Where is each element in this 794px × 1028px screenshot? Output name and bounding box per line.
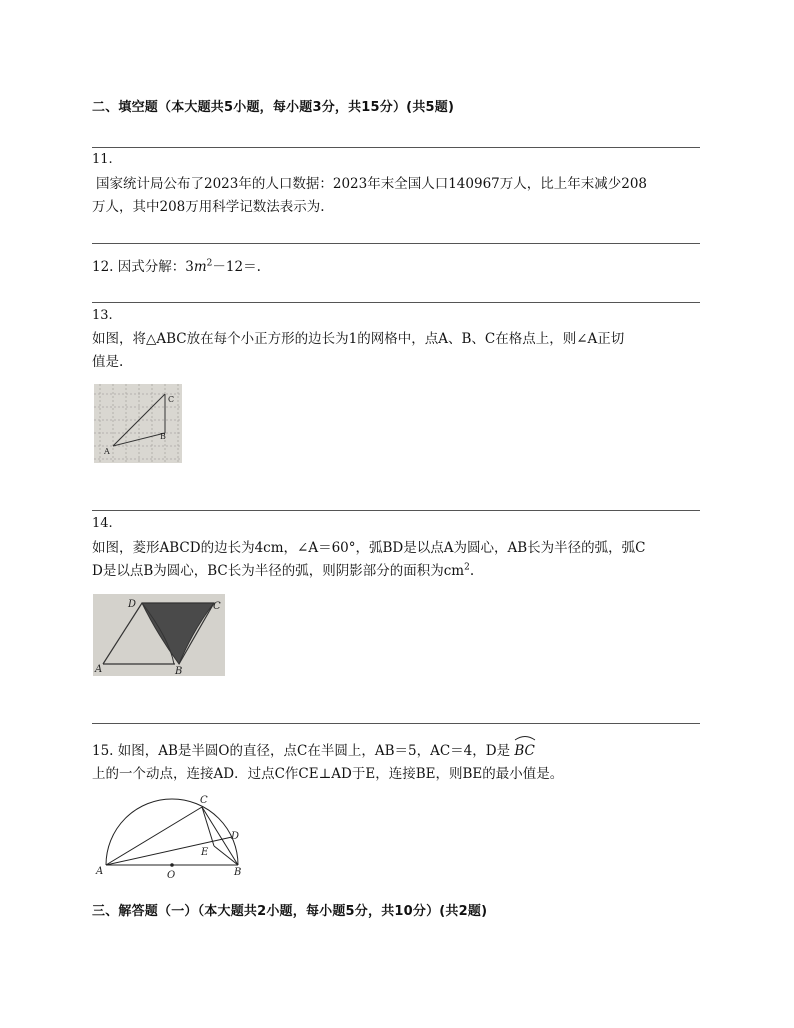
question-text: 如图，将△ABC放在每个小正方形的边长为1的网格中，点A、B、C在格点上，则∠A正切 bbox=[92, 331, 625, 347]
label-d: D bbox=[128, 599, 137, 610]
label-a: A bbox=[96, 866, 104, 877]
divider bbox=[92, 723, 700, 724]
question-text-part: D是以点B为圆心，BC长为半径的弧，则阴影部分的面积为cm bbox=[92, 563, 465, 579]
question-text bbox=[92, 559, 474, 579]
question-text: 万人，其中208万用科学记数法表示为. bbox=[92, 199, 325, 215]
exponent: 2 bbox=[464, 562, 470, 573]
label-c: C bbox=[200, 795, 208, 806]
label-o: O bbox=[167, 870, 176, 881]
section-title-fill-in: 二、填空题（本大题共5小题，每小题3分，共15分）(共5题) bbox=[92, 100, 455, 115]
label-a: A bbox=[95, 664, 103, 675]
arc-icon bbox=[514, 734, 536, 741]
q14-figure bbox=[93, 594, 225, 676]
question-text: 上的一个动点，连接AD．过点C作CE⊥AD于E，连接BE，则BE的最小值是。 bbox=[92, 766, 564, 782]
label-e: E bbox=[201, 847, 209, 858]
label-d: D bbox=[231, 831, 240, 842]
divider bbox=[92, 510, 700, 511]
question-number: 14. bbox=[92, 516, 113, 531]
q13-figure bbox=[94, 384, 182, 463]
math-variable: m bbox=[193, 259, 207, 275]
section-title-answer: 三、解答题（一）（本大题共2小题，每小题5分，共10分）(共2题) bbox=[92, 904, 488, 919]
label-c: C bbox=[213, 601, 221, 612]
question-text: 如图，菱形ABCD的边长为4cm，∠A＝60°，弧BD是以点A为圆心，AB长为半径的弧，弧C bbox=[92, 540, 646, 556]
question-number: 13. bbox=[92, 308, 113, 323]
question-suffix: －12＝. bbox=[212, 259, 261, 275]
arc-notation bbox=[514, 737, 535, 759]
question-text bbox=[92, 739, 535, 759]
divider bbox=[92, 302, 700, 303]
question-text-part: . bbox=[469, 563, 475, 579]
label-a: A bbox=[104, 447, 110, 456]
question-number: 11. bbox=[92, 152, 113, 167]
question-text: 值是. bbox=[92, 354, 124, 370]
divider bbox=[92, 243, 700, 244]
exponent: 2 bbox=[206, 258, 213, 269]
arc-label: BC bbox=[514, 743, 535, 759]
label-c: C bbox=[168, 395, 175, 404]
question-prefix: 12. 因式分解：3 bbox=[92, 259, 194, 275]
question-text: 国家统计局公布了2023年的人口数据：2023年末全国人口140967万人，比上年末减少208 bbox=[96, 176, 648, 192]
label-b: B bbox=[234, 867, 242, 878]
divider bbox=[92, 147, 700, 148]
q15-figure bbox=[94, 792, 254, 882]
question-text bbox=[92, 255, 261, 275]
label-b: B bbox=[160, 432, 166, 441]
question-text-part: 15. 如图，AB是半圆O的直径，点C在半圆上，AB＝5，AC＝4，D是 bbox=[92, 743, 511, 759]
label-b: B bbox=[175, 666, 183, 676]
